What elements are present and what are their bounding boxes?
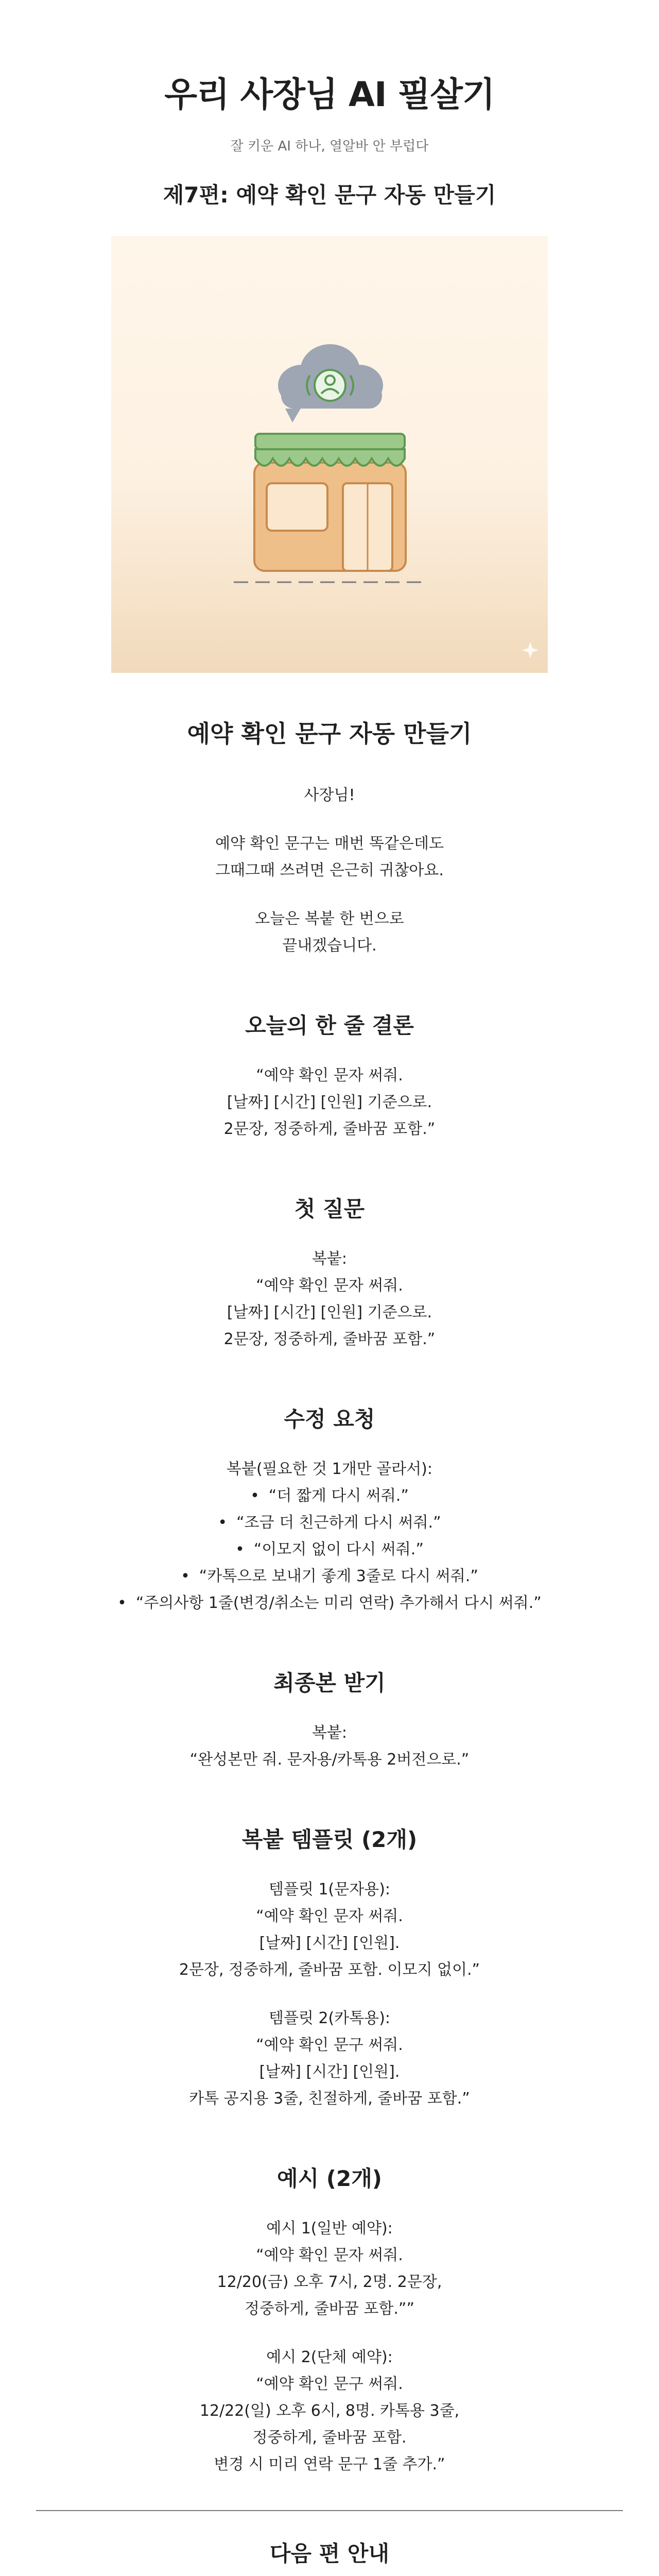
- list-item: • “카톡으로 보내기 좋게 3줄로 다시 써줘.”: [0, 1563, 659, 1590]
- text-line: 예시 1(일반 예약):: [266, 2219, 393, 2238]
- text-line: 2문장, 정중하게, 줄바꿈 포함.”: [223, 1120, 436, 1138]
- list-item: • “이모지 없이 다시 써줘.”: [0, 1536, 659, 1563]
- edit-request-heading: 수정 요청: [284, 1406, 375, 1432]
- text-line: 변경 시 미리 연락 문구 1줄 추가.”: [214, 2455, 445, 2473]
- sparkle-icon: [522, 642, 539, 658]
- example-2: [0, 2344, 659, 2478]
- templates-heading: 복붙 템플릿 (2개): [241, 1827, 418, 1852]
- text-line: “예약 확인 문구 써줘.: [256, 2375, 403, 2393]
- text-line: 오늘은 복붙 한 번으로: [255, 910, 404, 928]
- text-line: [날짜] [시간] [인원].: [259, 1934, 400, 1952]
- first-question-text: [0, 1246, 659, 1353]
- text-line: [날짜] [시간] [인원].: [259, 2063, 400, 2081]
- intro-greeting: [0, 782, 659, 809]
- list-item: • “조금 더 친근하게 다시 써줘.”: [0, 1510, 659, 1536]
- text-line: “예약 확인 문자 써줘.: [256, 1066, 403, 1084]
- intro-paragraph-b: [0, 906, 659, 959]
- text-line: 12/22(일) 오후 6시, 8명. 카톡용 3줄,: [199, 2402, 460, 2420]
- text-line: 카톡 공지용 3줄, 친절하게, 줄바꿈 포함.”: [189, 2090, 470, 2108]
- text-line: 정중하게, 줄바꿈 포함.””: [244, 2300, 415, 2318]
- text-line: 예약 확인 문구는 매번 똑같은데도: [215, 835, 444, 853]
- greeting-text: 사장님!: [304, 786, 355, 804]
- final-heading: 최종본 받기: [273, 1670, 386, 1696]
- final-text: [0, 1720, 659, 1773]
- text-line: “예약 확인 문자 써줘.: [256, 1277, 403, 1295]
- hero-illustration: [111, 236, 548, 673]
- text-line: “예약 확인 문자 써줘.: [256, 1907, 403, 1925]
- intro-paragraph-a: [0, 831, 659, 884]
- text-line: “예약 확인 문자 써줘.: [256, 2246, 403, 2264]
- text-line: 복붙(필요한 것 1개만 골라서):: [227, 1460, 432, 1478]
- text-line: 복붙:: [311, 1250, 348, 1268]
- list-item: • “주의사항 1줄(변경/취소는 미리 연락) 추가해서 다시 써줘.”: [0, 1590, 659, 1617]
- text-line: 12/20(금) 오후 7시, 2명. 2문장,: [217, 2273, 442, 2291]
- page-subtitle: 잘 키운 AI 하나, 열알바 안 부럽다: [230, 139, 429, 154]
- conclusion-heading: 오늘의 한 줄 결론: [245, 1013, 414, 1038]
- text-line: 정중하게, 줄바꿈 포함.: [252, 2429, 407, 2447]
- page-title: 우리 사장님 AI 필살기: [164, 75, 495, 114]
- text-line: 2문장, 정중하게, 줄바꿈 포함. 이모지 없이.”: [179, 1961, 480, 1979]
- intro-heading: 예약 확인 문구 자동 만들기: [187, 720, 472, 748]
- example-1: [0, 2215, 659, 2323]
- text-line: 템플릿 1(문자용):: [268, 1880, 391, 1899]
- text-line: “예약 확인 문구 써줘.: [256, 2036, 403, 2054]
- cloud-user-icon: [278, 344, 383, 422]
- template-2: [0, 2005, 659, 2112]
- text-line: [날짜] [시간] [인원] 기준으로.: [227, 1303, 432, 1321]
- section-divider: [36, 2510, 623, 2511]
- text-line: “완성본만 줘. 문자용/카톡용 2버전으로.”: [189, 1751, 470, 1769]
- text-line: 끝내겠습니다.: [282, 937, 377, 955]
- edit-request-list: [0, 1483, 659, 1617]
- storefront-icon: [234, 434, 426, 582]
- template-1: [0, 1876, 659, 1984]
- text-line: 그때그때 쓰려면 은근히 귀찮아요.: [215, 861, 444, 879]
- first-question-heading: 첫 질문: [294, 1196, 365, 1222]
- text-line: 복붙:: [311, 1724, 348, 1742]
- text-line: 예시 2(단체 예약):: [266, 2348, 393, 2366]
- text-line: [날짜] [시간] [인원] 기준으로.: [227, 1093, 432, 1111]
- episode-title: 제7편: 예약 확인 문구 자동 만들기: [163, 182, 496, 208]
- examples-heading: 예시 (2개): [277, 2166, 382, 2191]
- text-line: 템플릿 2(카톡용):: [268, 2009, 391, 2027]
- edit-request-text: [0, 1456, 659, 1617]
- text-line: 2문장, 정중하게, 줄바꿈 포함.”: [223, 1330, 436, 1348]
- storefront-scene: [111, 236, 548, 673]
- list-item: • “더 짧게 다시 써줘.”: [0, 1483, 659, 1510]
- conclusion-text: [0, 1062, 659, 1143]
- next-heading: 다음 편 안내: [269, 2541, 390, 2566]
